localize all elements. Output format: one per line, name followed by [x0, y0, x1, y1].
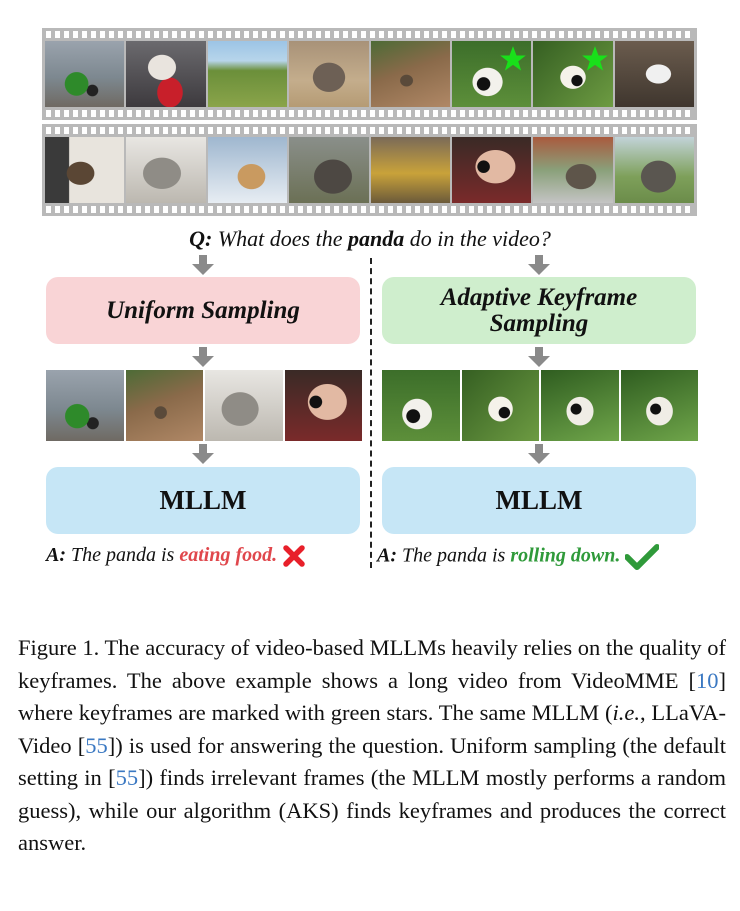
down-arrow-icon	[192, 444, 214, 464]
down-arrow-icon	[528, 347, 550, 367]
uniform-sampling-box	[46, 277, 360, 344]
sampled-frame	[205, 370, 283, 441]
adaptive-sampling-box	[382, 277, 696, 344]
mllm-label: MLLM	[495, 485, 583, 515]
keyframe	[533, 41, 612, 107]
video-frame	[371, 137, 450, 203]
film-strip-top	[42, 28, 697, 120]
film-perforations	[46, 206, 693, 213]
down-arrow-icon	[528, 444, 550, 464]
star-icon	[581, 45, 609, 73]
video-frame	[615, 137, 694, 203]
sampled-frame	[46, 370, 124, 441]
video-frame	[452, 137, 531, 203]
cross-icon	[282, 544, 306, 568]
uniform-sampling-label: Uniform Sampling	[106, 296, 300, 324]
uniform-sampled-frames	[46, 370, 362, 441]
caption-text: Figure 1. The accuracy of video-based MLLMs heavily relies on the quality of keyframes. The above example shows a long video from VideoMME [	[18, 635, 726, 693]
answer-prefix: A:	[377, 544, 397, 567]
correct-answer: rolling down	[510, 544, 616, 567]
answer-adaptive	[377, 544, 659, 570]
video-frame	[615, 41, 694, 107]
mllm-label: MLLM	[159, 485, 247, 515]
video-frame	[208, 137, 287, 203]
sampled-frame	[126, 370, 204, 441]
keyframe	[452, 41, 531, 107]
mllm-box-right	[382, 467, 696, 534]
answer-text: The panda is	[397, 544, 511, 567]
caption-text: ]) is used for answering the question. Uniform sampling (the default setting in [	[18, 732, 726, 790]
video-frame	[45, 41, 124, 107]
caption-text: ] where keyframes are marked with green stars. The same MLLM (	[18, 667, 726, 725]
adaptive-line2: Sampling	[489, 309, 589, 337]
adaptive-sampling-label	[441, 285, 637, 337]
frame-row	[45, 41, 694, 107]
caption-text: ]) finds irrelevant frames (the MLLM mostly performs a random guess), while our algorithm (AKS) finds keyframes and produces the correct answer.	[18, 765, 726, 855]
mllm-box-left	[46, 467, 360, 534]
down-arrow-icon	[192, 347, 214, 367]
video-frame	[126, 41, 205, 107]
question-text	[0, 226, 740, 252]
answer-end: .	[615, 544, 621, 567]
adaptive-sampled-frames	[382, 370, 698, 441]
film-perforations	[46, 110, 693, 117]
down-arrow-icon	[192, 255, 214, 275]
video-frame	[289, 41, 368, 107]
figure-caption	[18, 632, 726, 860]
answer-end: .	[272, 544, 278, 566]
dash-dot-divider	[370, 258, 372, 568]
question-keyword: panda	[347, 226, 405, 251]
question-prefix: Q:	[189, 226, 213, 251]
video-frame	[371, 41, 450, 107]
film-perforations	[46, 31, 693, 38]
question-part2: do in the video?	[404, 226, 551, 251]
answer-prefix: A:	[46, 544, 66, 566]
film-strip-bottom	[42, 124, 697, 216]
citation-link[interactable]: 55	[115, 765, 139, 790]
video-frame	[533, 137, 612, 203]
frame-row	[45, 137, 694, 203]
sampled-frame	[462, 370, 540, 441]
down-arrow-icon	[528, 255, 550, 275]
wrong-answer: eating food	[179, 544, 273, 566]
sampled-frame	[382, 370, 460, 441]
caption-italic: i.e.	[612, 700, 640, 725]
question-part1: What does the	[212, 226, 348, 251]
answer-text: The panda is	[66, 544, 180, 566]
video-frame	[126, 137, 205, 203]
video-frame	[289, 137, 368, 203]
video-frame	[45, 137, 124, 203]
star-icon	[499, 45, 527, 73]
citation-link[interactable]: 10	[696, 667, 719, 693]
sampled-frame	[621, 370, 699, 441]
citation-link[interactable]: 55	[85, 732, 108, 758]
answer-uniform	[46, 544, 306, 568]
check-icon	[625, 544, 659, 570]
caption-text: , LLaVA-Video [	[18, 700, 726, 758]
adaptive-line1: Adaptive Keyframe	[440, 283, 638, 311]
sampled-frame	[285, 370, 363, 441]
sampled-frame	[541, 370, 619, 441]
film-perforations	[46, 127, 693, 134]
video-frame	[208, 41, 287, 107]
